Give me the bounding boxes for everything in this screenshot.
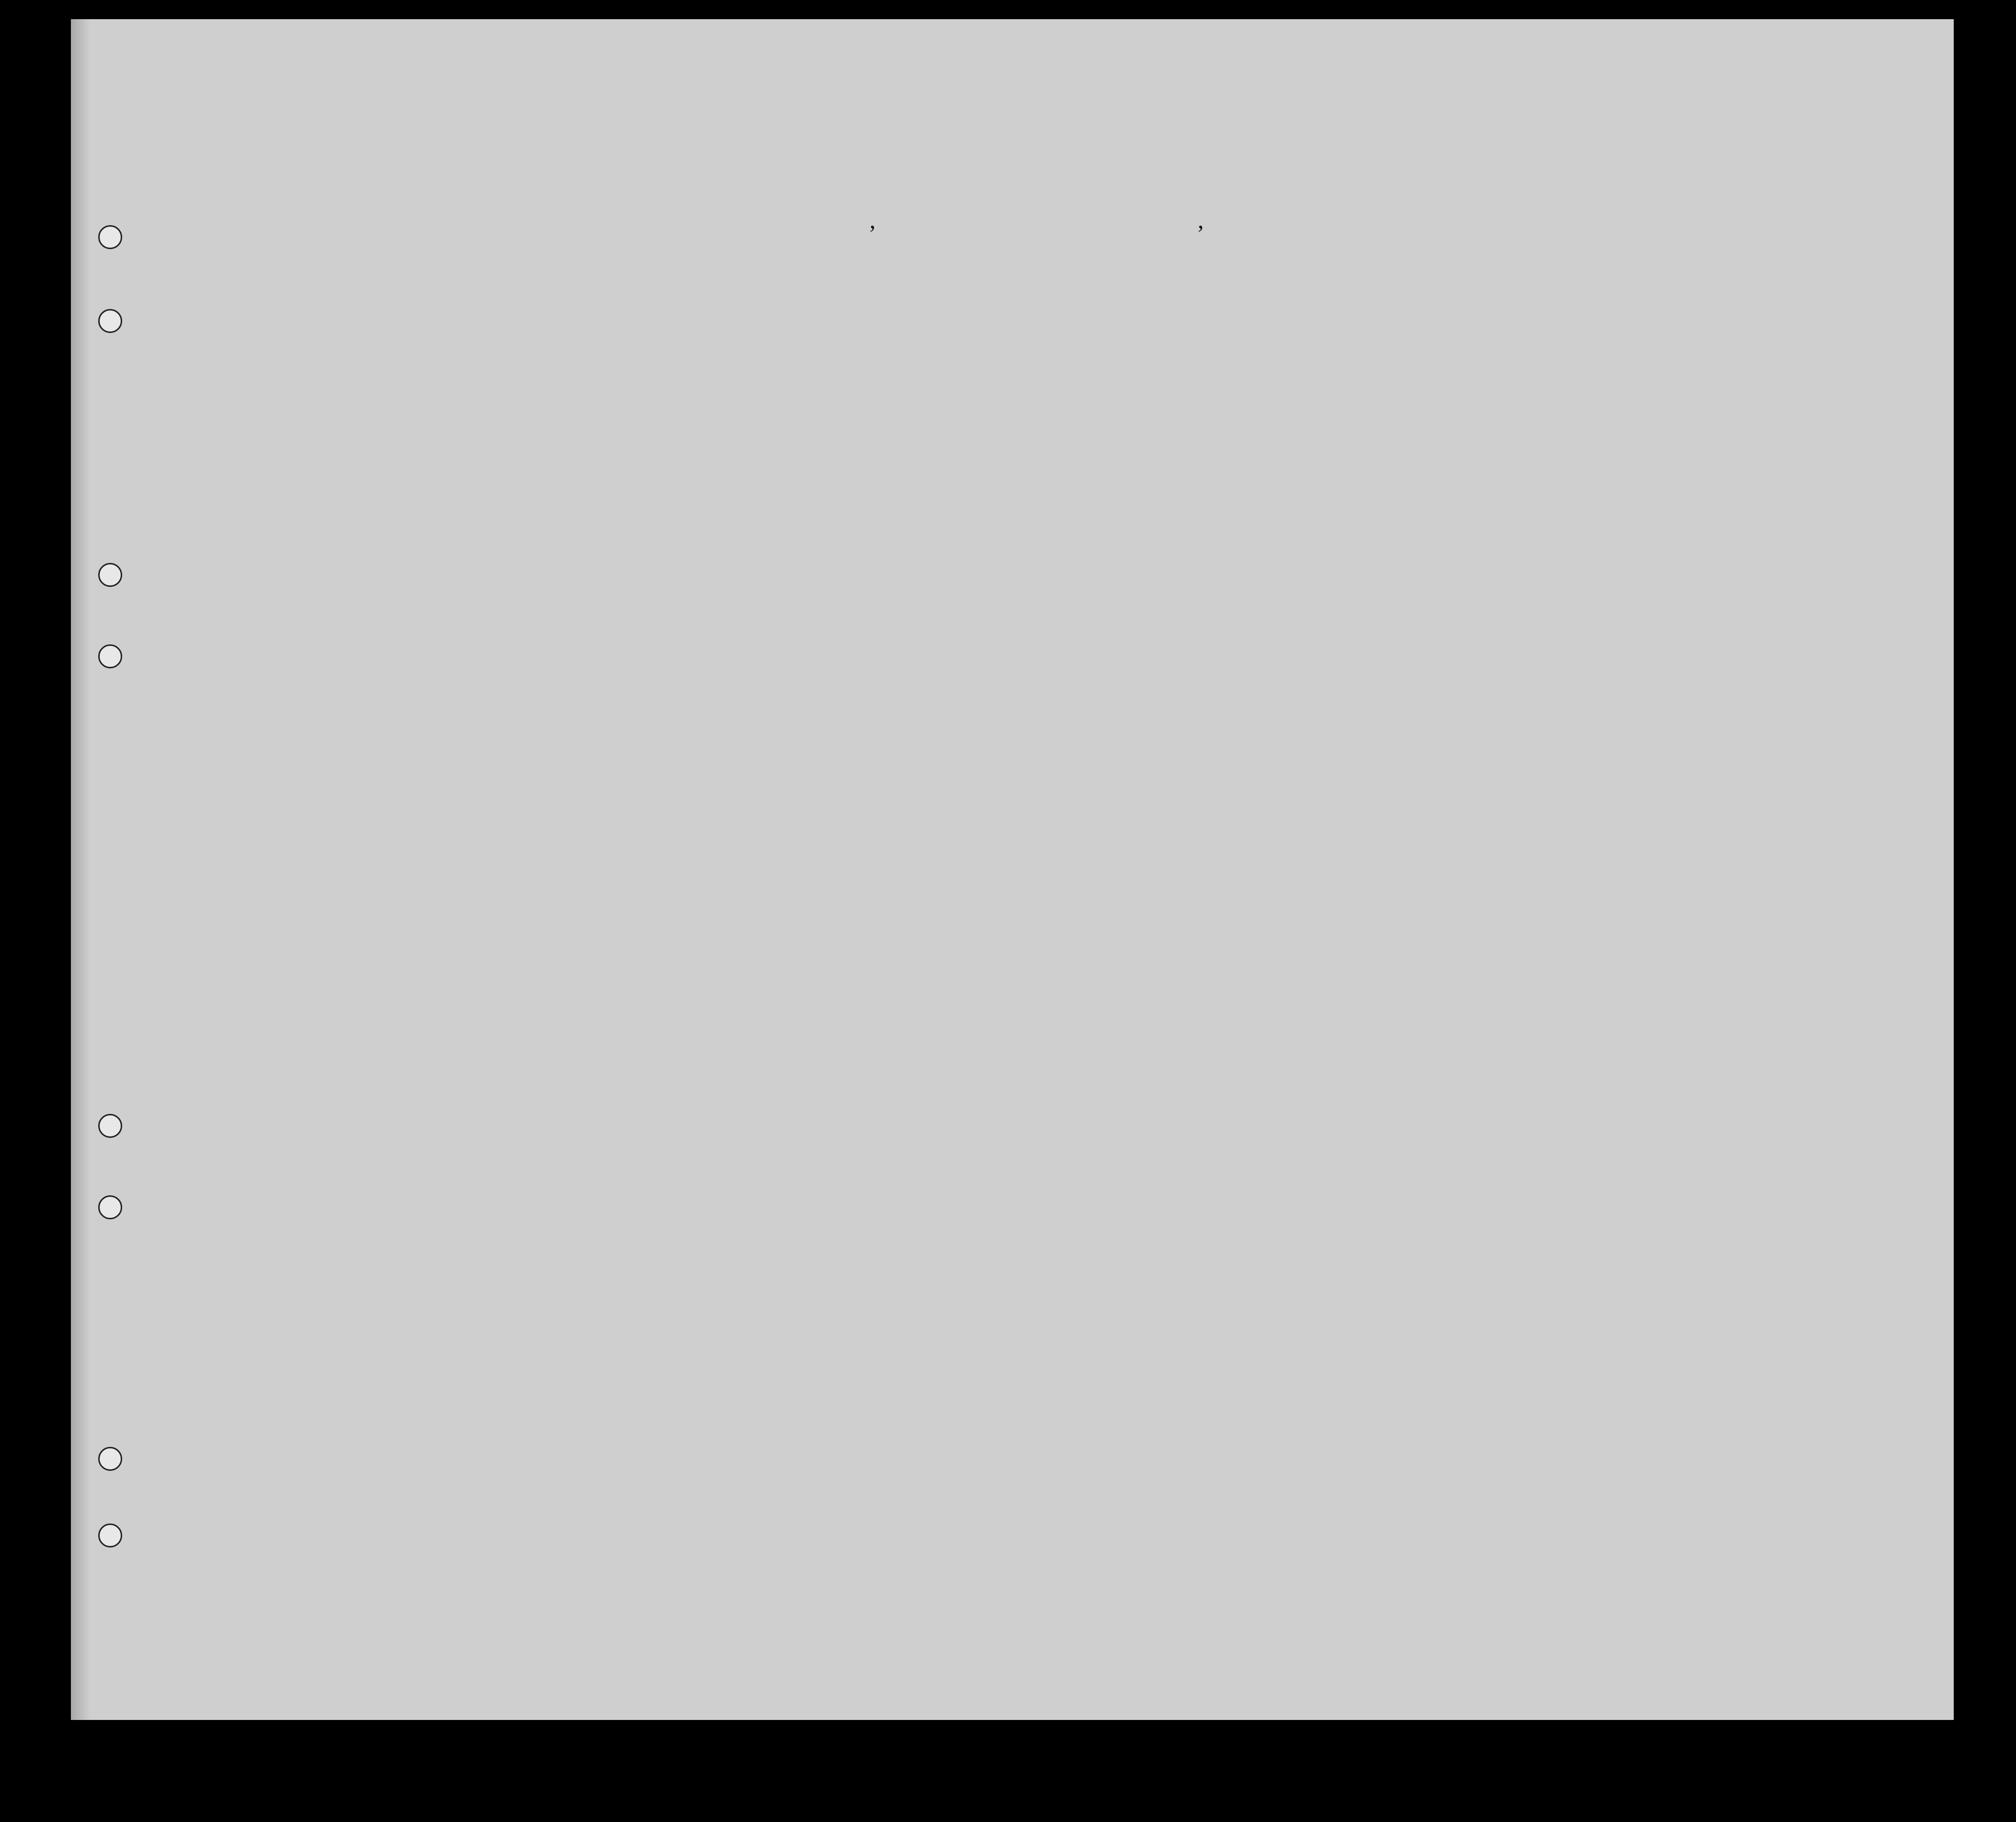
col28-header [1379, 292, 1410, 412]
col33-feet [1628, 383, 1642, 412]
comma: , [1198, 206, 1204, 233]
col26-header [1333, 292, 1348, 412]
col24b-header [1210, 303, 1229, 413]
col24a-header [1149, 303, 1183, 413]
col29-header [1429, 292, 1454, 412]
col30-header [1472, 292, 1491, 412]
col19-header [611, 287, 640, 412]
col24c-header [1260, 303, 1279, 413]
col25-header [1285, 292, 1310, 412]
col33-inches [1652, 374, 1666, 412]
col21-header [733, 287, 758, 412]
comma: , [870, 206, 876, 233]
col27-header [1354, 292, 1369, 412]
